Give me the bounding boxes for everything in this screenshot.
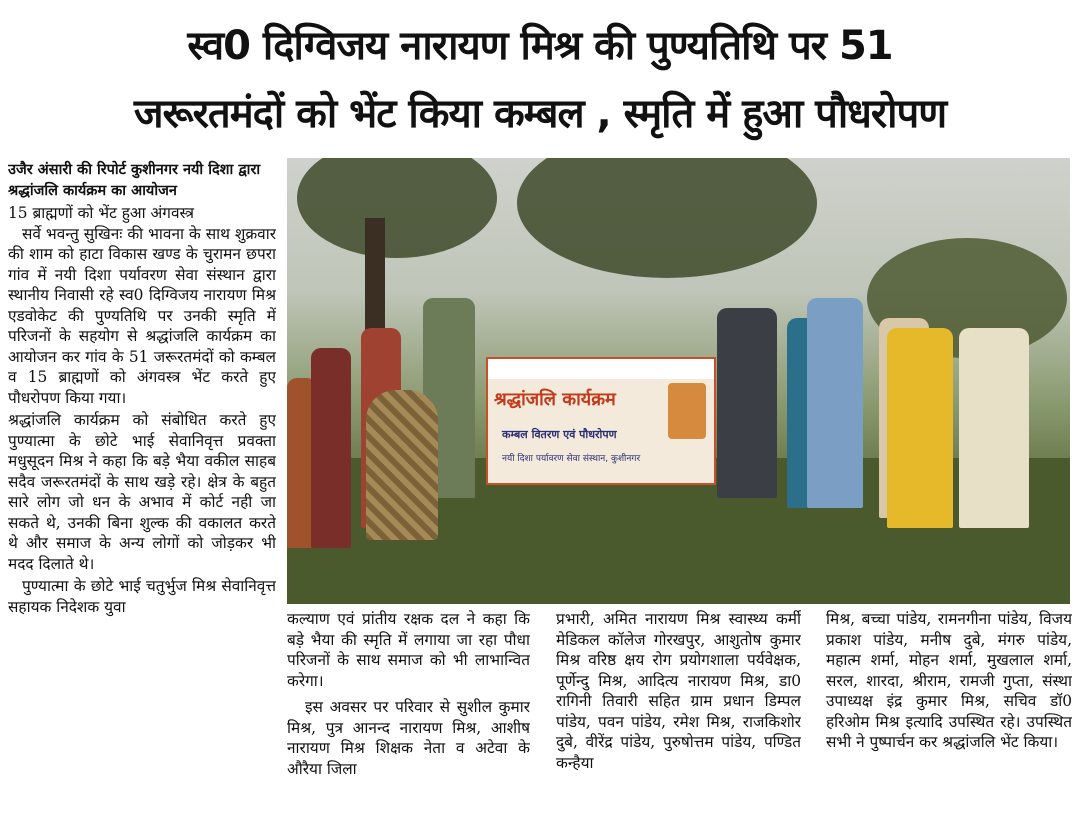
paragraph: प्रभारी, अमित नारायण मिश्र स्वास्थ्य कर्मी मेडिकल कॉलेज गोरखपुर, आशुतोष कुमार मिश्र वरिष्ठ क्षय रोग प्रयोगशाला पर्यवेक्षक, पूर्णेन्दु मिश्र, आदित्य नारायण मिश्र, डा0 रागिनी तिवारी सहित ग्राम प्रधान डिम्पल पांडेय, पवन पांडेय, रमेश मिश्र, राजकिशोर दुबे, वीरेंद्र पांडेय, पुरुषोत्तम पांडेय, पण्डित कन्हैया [556,610,801,772]
headline-line-1: स्व0 दिग्विजय नारायण मिश्र की पुण्यतिथि पर 51 [187,23,893,69]
person [717,308,777,498]
byline: उजैर अंसारी की रिपोर्ट कुशीनगर नयी दिशा द्वारा श्रद्धांजलि कार्यक्रम का आयोजन [8,162,261,199]
event-banner [486,357,716,485]
paragraph: सर्वे भवन्तु सुखिनः की भावना के साथ शुक्रवार की शाम को हाटा विकास खण्ड के चुरामन छपरा गांव में नयी दिशा पर्यावरण सेवा संस्थान द्वारा स्थानीय निवासी रहे स्व0 दिग्विजय नारायण मिश्र एडवोकेट की पुण्यतिथि पर उनकी स्मृति में परिजनों के सहयोग से श्रद्धांजलि कार्यक्रम का आयोजन कर गांव के 51 जरूरतमंदों को कम्बल व 15 ब्राह्मणों को अंगवस्त्र भेंट करते हुए पौधरोपण किया गया। [8,224,276,407]
headline [0,0,1080,150]
article-column-3 [556,609,801,839]
paragraph: पुण्यात्मा के छोटे भाई चतुर्भुज मिश्र सेवानिवृत्त सहायक निदेशक युवा [8,577,276,616]
person [887,328,953,528]
subhead: 15 ब्राह्मणों को भेंट हुआ अंगवस्त्र [8,204,195,222]
banner-subtitle: कम्बल वितरण एवं पौधरोपण [502,428,617,441]
headline-line-2: जरूरतमंदों को भेंट किया कम्बल , स्मृति में हुआ पौधरोपण [133,91,947,137]
article-column-4 [826,609,1072,839]
person [311,348,351,548]
banner-org: नयी दिशा पर्यावरण सेवा संस्थान, कुशीनगर [502,454,641,464]
paragraph: कल्याण एवं प्रांतीय रक्षक दल ने कहा कि बड़े भैया की स्मृति में लगाया जा रहा पौधा परिजनों के साथ समाज को भी लाभान्वित करेगा। [287,610,530,690]
banner-header-strip [488,359,714,379]
article-column-1 [8,160,276,839]
person [959,328,1029,528]
article-column-2 [287,609,530,839]
paragraph: श्रद्धांजलि कार्यक्रम को संबोधित करते हुए पुण्यात्मा के छोटे भाई सेवानिवृत्त प्रवक्ता मधुसूदन मिश्र ने कहा कि बड़े भैया वकील साहब सदैव जरूरतमंदों के साथ खड़े रहे। क्षेत्र के बहुत सारे लोग जो धन के अभाव में कोर्ट नही जा सकते थे, उनकी बिना शुल्क की वकालत करते थे और समाज के अन्य लोगों को जोड़कर भी मदद दिलाते थे। [8,411,276,573]
portrait-image [668,383,706,439]
tree-canopy [517,158,817,278]
paragraph: इस अवसर पर परिवार से सुशील कुमार मिश्र, पुत्र आनन्द नारायण मिश्र, आशीष नारायण मिश्र शिक्षक नेता व अटेवा के औरैया जिला [287,698,530,778]
person [807,298,863,508]
banner-title: श्रद्धांजलि कार्यक्रम [494,389,616,410]
basket-tree-guard [366,390,438,540]
tree-canopy [297,158,497,258]
paragraph: मिश्र, बच्चा पांडेय, रामनगीना पांडेय, विजय प्रकाश पांडेय, मनीष दुबे, मंगरु पांडेय, महात्म शर्मा, मोहन शर्मा, मुखलाल शर्मा, सरल, शारदा, श्रीराम, रामजी गुप्ता, संस्था उपाध्यक्ष इंद्र कुमार मिश्र, सचिव डॉ0 हरिओम मिश्र इत्यादि उपस्थित रहे। उपस्थित सभी ने पुष्पार्चन कर श्रद्धांजलि भेंट किया। [826,610,1072,751]
